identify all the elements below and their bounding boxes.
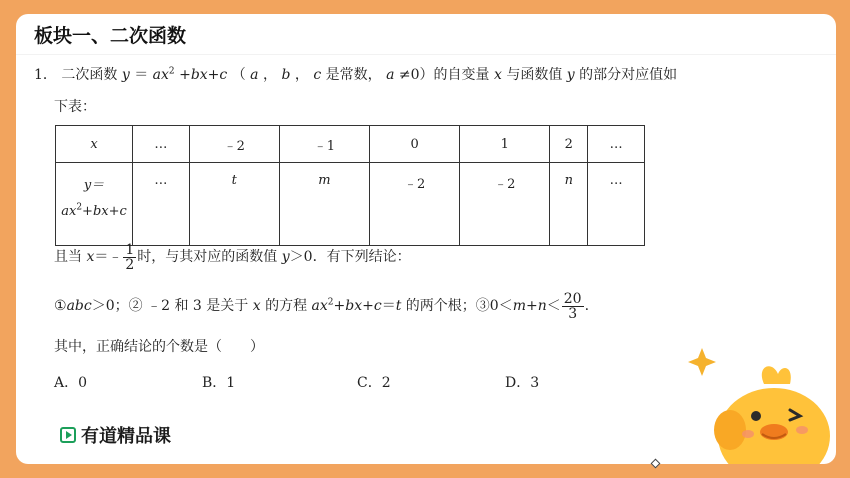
question-number: 1． [34, 67, 57, 83]
table-cell: ﹣2 [370, 163, 460, 246]
brand-logo [60, 422, 171, 448]
table-row [56, 163, 645, 246]
duck-mascot-icon [686, 344, 836, 464]
table-cell: 1 [460, 126, 550, 163]
option-a: A．0 [54, 375, 88, 391]
table-cell: ﹣1 [279, 126, 369, 163]
table-cell: … [133, 126, 190, 163]
table-cell: x [56, 126, 133, 163]
value-table [55, 125, 645, 246]
table-cell: … [588, 163, 645, 246]
option-c: C．2 [357, 375, 391, 391]
table-cell: … [588, 126, 645, 163]
option-b: B．1 [202, 375, 236, 391]
table-cell: m [279, 163, 369, 246]
table-row [56, 126, 645, 163]
table-cell: y＝ $ax^2+bx+c$ [56, 163, 133, 246]
condition-line: 且当 x＝﹣ $\frac{1}{2}$ 时，与其对应的函数值 y＞0．有下列结论： [54, 241, 411, 273]
option-d: D．3 [505, 375, 540, 391]
fraction-one-half: $\frac{1}{2}$ [125, 241, 135, 273]
table-cell: ﹣2 [189, 126, 279, 163]
question-line-2: 下表： [54, 99, 96, 115]
content-card [16, 14, 836, 464]
play-logo-icon [60, 427, 76, 443]
sparkle-icon [688, 348, 716, 376]
question-line-1: 1． 二次函数 $y = ax^2 +bx+c$ （ a ， b ， c 是常数， a ≠0）的自变量 x 与函数值 y 的部分对应值如 [34, 66, 678, 83]
table-cell: 0 [370, 126, 460, 163]
fraction-twenty-thirds: $\frac{20}{3}$ [563, 290, 582, 322]
table-cell: n [550, 163, 588, 246]
title-divider [16, 54, 836, 55]
brand-name: 有道精品课 [81, 426, 171, 447]
table-cell: … [133, 163, 190, 246]
table-cell: ﹣2 [460, 163, 550, 246]
table-cell: t [189, 163, 279, 246]
section-title: 板块一、二次函数 [34, 25, 187, 47]
conclusions-line: ①abc＞0；② ﹣2 和 3 是关于 x 的方程 $ax^2+bx+c=t$ 的两个根；③0＜m+n＜ $\frac{20}{3}$ . [54, 290, 590, 322]
table-cell: 2 [550, 126, 588, 163]
question-ask: 其中，正确结论的个数是（ ） [54, 339, 264, 355]
